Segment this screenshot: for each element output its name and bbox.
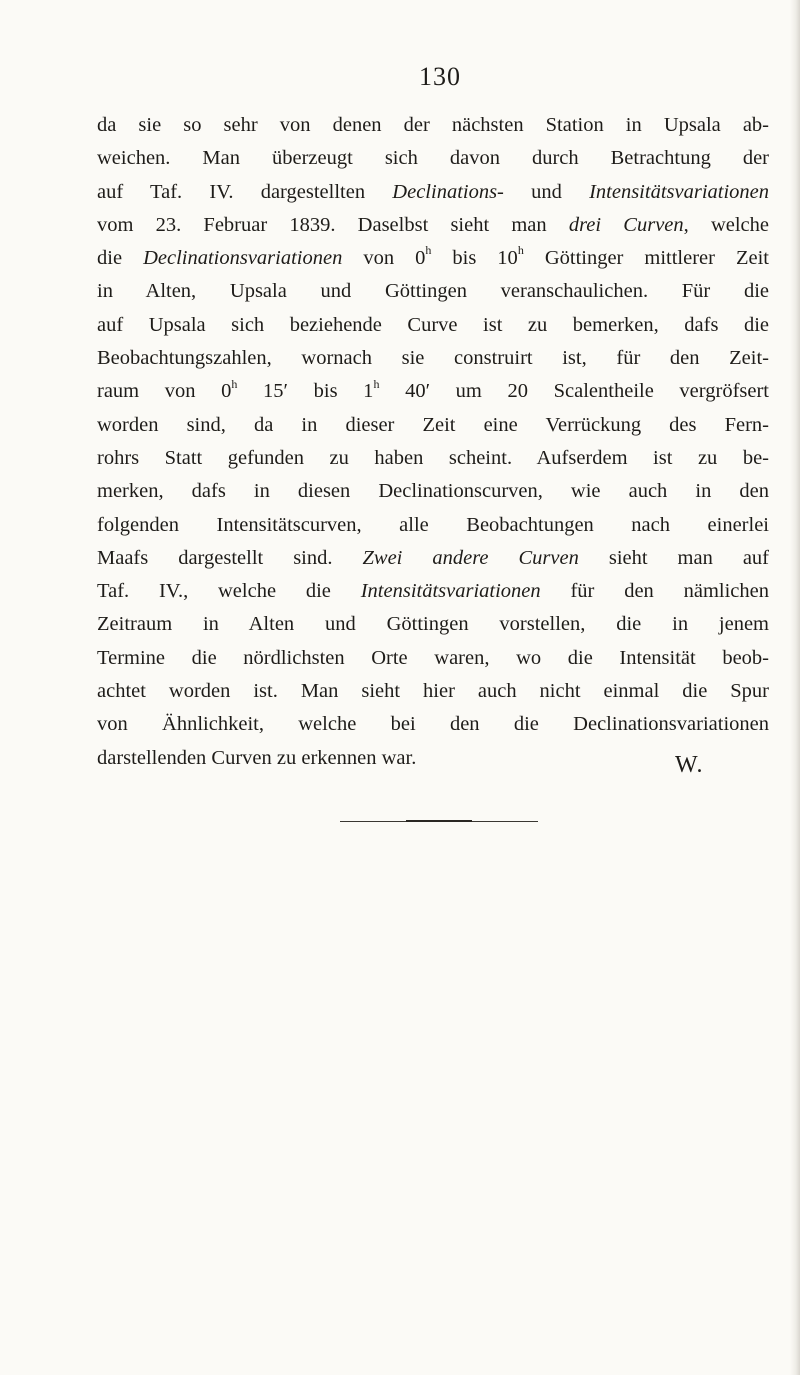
text-segment: weichen. Man überzeugt sich davon durch Betrachtung der: [97, 147, 769, 170]
text-segment: merken, dafs in diesen Declinationscurven, wie auch in den: [97, 480, 769, 503]
page-number: 130: [419, 62, 461, 91]
hour-superscript: h: [231, 376, 238, 391]
text-segment: in Alten, Upsala und Göttingen veranschaulichen. Für die: [97, 280, 769, 303]
text-segment: da sie so sehr von denen der nächsten Station in Upsala ab-: [97, 114, 769, 136]
body-text: [97, 109, 769, 775]
hour-superscript: h: [517, 243, 524, 258]
italic-term: Zwei andere Curven: [362, 546, 579, 569]
text-line: [97, 342, 769, 375]
text-segment: Zeitraum in Alten und Göttingen vorstellen, die in jenem: [97, 613, 769, 636]
text-line: [97, 209, 769, 242]
text-line: [97, 575, 769, 608]
italic-term: drei Curven: [568, 213, 684, 236]
text-segment: folgenden Intensitätscurven, alle Beobachtungen nach einerlei: [97, 513, 769, 536]
italic-term: Declinationsvariationen: [143, 247, 343, 270]
text-segment: Maafs dargestellt sind.: [97, 546, 363, 569]
text-segment: vom 23. Februar 1839. Daselbst sieht man: [97, 213, 569, 236]
hour-superscript: h: [373, 376, 380, 391]
text-segment: 40′ um 20 Scalentheile vergröfsert: [379, 380, 769, 403]
text-line: [97, 608, 769, 641]
text-segment: achtet worden ist. Man sieht hier auch nicht einmal die Spur: [97, 680, 769, 703]
text-line: [97, 409, 769, 442]
text-line: [97, 708, 769, 741]
italic-term: Intensitätsvariationen: [589, 180, 770, 203]
italic-term: Declinations-: [392, 180, 504, 203]
text-segment: 15′ bis 1: [237, 380, 374, 403]
text-segment: rohrs Statt gefunden zu haben scheint. Aufserdem ist zu be-: [97, 446, 769, 469]
text-line: [97, 742, 769, 775]
text-segment: sieht man auf: [578, 546, 769, 569]
text-segment: die: [97, 247, 144, 270]
text-segment: auf Taf. IV. dargestellten: [97, 180, 393, 203]
text-line: [97, 309, 769, 342]
text-line: [97, 142, 769, 175]
text-line: [97, 475, 769, 508]
text-segment: von Ähnlichkeit, welche bei den die Declinationsvariationen: [97, 713, 769, 736]
text-segment: Göttinger mittlerer Zeit: [523, 247, 769, 270]
text-line: [97, 375, 769, 408]
text-segment: und: [503, 180, 590, 203]
text-segment: von 0: [342, 247, 426, 270]
text-segment: raum von 0: [97, 380, 232, 403]
text-segment: darstellenden Curven zu erkennen war.: [97, 746, 417, 769]
page-edge-shadow: [790, 0, 800, 1375]
closing-rule-center: [406, 820, 472, 822]
text-segment: für den nämlichen: [540, 580, 769, 603]
text-segment: worden sind, da in dieser Zeit eine Verrückung des Fern-: [97, 413, 769, 436]
text-segment: , welche: [683, 213, 769, 236]
text-line: [97, 275, 769, 308]
text-segment: Termine die nördlichsten Orte waren, wo die Intensität beob-: [97, 646, 769, 669]
author-signature: W.: [675, 752, 704, 778]
text-segment: bis 10: [431, 247, 518, 270]
text-segment: Beobachtungszahlen, wornach sie construirt ist, für den Zeit-: [97, 347, 769, 370]
text-line: [97, 242, 769, 275]
text-line: [97, 509, 769, 542]
text-line: [97, 442, 769, 475]
hour-superscript: h: [425, 243, 432, 258]
text-segment: auf Upsala sich beziehende Curve ist zu bemerken, dafs die: [97, 313, 769, 336]
text-line: [97, 176, 769, 209]
italic-term: Intensitätsvariationen: [360, 580, 541, 603]
text-line: [97, 642, 769, 675]
text-segment: Taf. IV., welche die: [97, 580, 361, 603]
text-line: [97, 542, 769, 575]
text-line: [97, 109, 769, 142]
text-line: [97, 675, 769, 708]
